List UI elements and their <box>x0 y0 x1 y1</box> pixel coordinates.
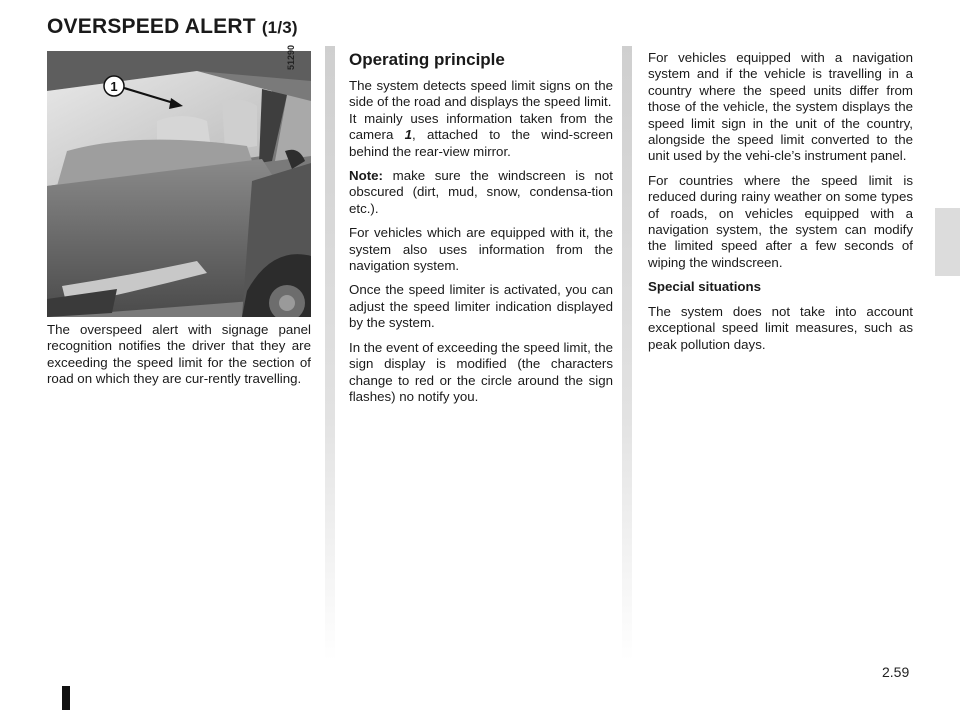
paragraph-exceeding: In the event of exceeding the speed limit, the sign display is modified (the characters change to red or the circle around the sign flashes) no notify you. <box>349 339 613 404</box>
camera-reference: 1 <box>404 127 412 143</box>
column-2 <box>349 50 613 413</box>
note-label: Note: <box>349 168 383 184</box>
subheading-special-situations: Special situations <box>648 279 762 295</box>
section-heading-operating-principle: Operating principle <box>349 50 505 69</box>
page-number: 2.59 <box>882 664 910 680</box>
note-text: make sure the windscreen is not obscured (dirt, mud, snow, condensa-tion etc.). <box>349 168 613 216</box>
callout-1-label: 1 <box>110 79 118 94</box>
figure-reference-code: 51290 <box>286 44 296 70</box>
paragraph-rainy-weather: For countries where the speed limit is reduced during rainy weather on some types of roads, on vehicles equipped with a navigation system, the system can modify the limited speed after a few seconds of wiping the windscreen. <box>648 172 913 270</box>
paragraph-speed-units: For vehicles equipped with a navigation system and if the vehicle is travelling in a country where the speed units differ from those of the vehicle, the system displays the speed limit sign in the unit of the country, alongside the speed limit converted to the unit used by the vehi-cle’s instrument panel. <box>648 50 913 164</box>
paragraph-limiter: Once the speed limiter is activated, you can adjust the speed limiter indication displayed by the system. <box>349 282 613 331</box>
page-part-indicator: (1/3) <box>261 18 298 37</box>
paragraph-detection-line1: The system detects speed limit signs on the side of the road and displays the speed limit. <box>349 78 613 110</box>
corner-marker <box>62 686 70 710</box>
column-3 <box>648 50 913 361</box>
note-paragraph <box>349 168 613 217</box>
paragraph-detection <box>349 78 613 160</box>
car-windscreen-illustration <box>47 51 311 317</box>
column-1 <box>47 322 311 396</box>
column-divider-2 <box>622 46 632 661</box>
paragraph-special-situations: The system does not take into account exceptional speed limit measures, such as peak pollution days. <box>648 303 913 352</box>
page-title <box>47 15 298 39</box>
chapter-side-tab <box>935 208 960 276</box>
page-title-text: OVERSPEED ALERT <box>47 15 256 38</box>
figure-caption: The overspeed alert with signage panel recognition notifies the driver that they are exceeding the speed limit for the section of road on which they are cur-rently travelling. <box>47 322 311 387</box>
paragraph-detection-line2a: It mainly uses information taken from the camera <box>349 110 613 143</box>
column-divider-1 <box>325 46 335 661</box>
paragraph-detection-line2b: , attached to the wind-screen behind the rear-view mirror. <box>349 127 613 159</box>
paragraph-navigation: For vehicles which are equipped with it, the system also uses information from the navigation system. <box>349 225 613 274</box>
